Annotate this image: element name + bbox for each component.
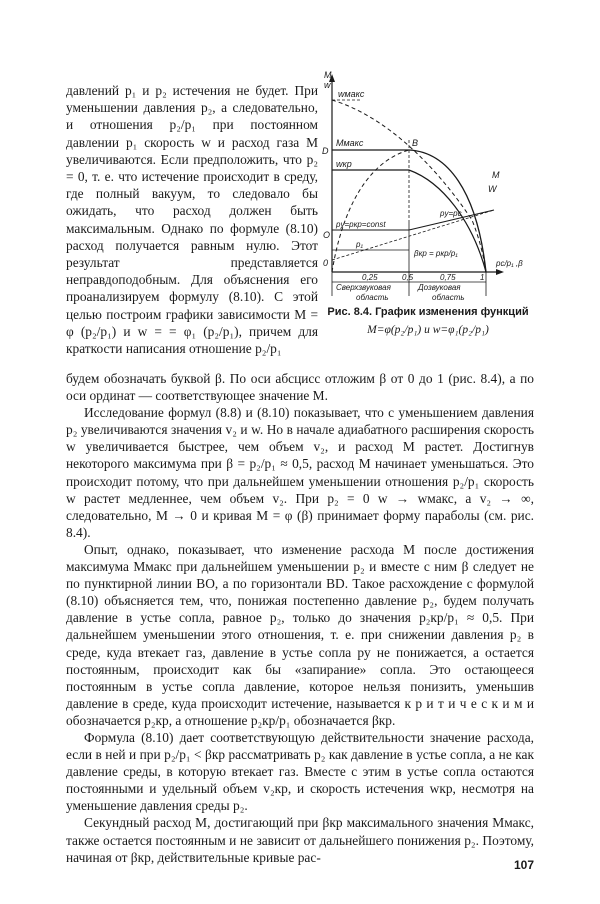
paragraph: будем обозначать буквой β. По оси абсцисс отложим β от 0 до 1 (рис. 8.4), а по оси ординат — соответствующее значение M.: [66, 371, 534, 404]
caption-title: Рис. 8.4. График изменения функций: [327, 306, 529, 318]
label-curve-w: W: [488, 184, 497, 194]
label-region-sub-2: область: [432, 293, 465, 302]
caption-formula: M=φ(p₂/p₁) и w=φ₁(p₂/p₁): [367, 324, 489, 336]
paragraph: Исследование формул (8.8) и (8.10) показывает, что с уменьшением давления p₂ увеличиваются значения v₂ и w. Но в начале адиабатного расширения скорость w увеличивается быстрее, чем объем v₂, и расход M растет. Достигнув некоторого максимума при β = p₂/p₁ ≈ 0,5, расход M начинает уменьшаться. Это происходит потому, что при дальнейшем уменьшении отношения p₂/p₁ скорость w растет медленнее, чем объем v₂. При p₂ = 0 w → wмакс, а v₂ → ∞, следовательно, M → 0 и кривая M = φ (β) принимает форму параболы (см. рис. 8.4).: [66, 405, 534, 540]
figure-8-4: [322, 70, 534, 370]
label-mmax: Mмакс: [336, 138, 364, 148]
label-curve-m: M: [492, 170, 500, 180]
body-text: [66, 370, 534, 866]
label-b: B: [412, 138, 419, 148]
x-axis-arrow: [496, 269, 504, 275]
tick-025: 0,25: [362, 273, 378, 282]
label-wkr: wкр: [336, 159, 352, 169]
label-wmax: wмакс: [338, 89, 365, 99]
p1-line: [332, 210, 494, 260]
figure-caption: [322, 304, 534, 338]
label-region-super: Сверхзвуковая: [336, 283, 391, 292]
label-d: D: [322, 146, 329, 156]
label-py-pc: pу=pс: [440, 209, 462, 218]
tick-05: 0,5: [402, 273, 414, 282]
label-region-sub: Дозвуковая: [418, 283, 461, 292]
label-x-axis: pc/p₁ ,β: [496, 259, 523, 268]
left-column-text: [66, 82, 318, 357]
paragraph: давлений p₁ и p₂ истечения не будет. При уменьшении давления p₂, а следовательно, и отношения p₂/p₁ при постоянном давлении p₁ скорость w и расход газа M увеличиваются. Если предположить, что p₂ = 0, т. е. что истечение происходит в среду, где полный вакуум, то следовало бы ожидать, что расход должен быть максимальным. Однако по формуле (8.10) расход получается равным нулю. Этот результат представляется неправдоподобным. Для объяснения его проанализируем формулу (8.10). С этой целью построим графики зависимости M = φ (p₂/p₁) и w = = φ₁ (p₂/p₁), причем для краткости написания отношение p₂/p₁: [66, 83, 318, 357]
page-number: 107: [513, 858, 534, 872]
paragraph: Опыт, однако, показывает, что изменение расхода M после достижения максимума Mмакс при дальнейшем уменьшении p₂ и вместе с ним β следует не по пунктирной линии BO, а по горизонтали BD. Такое расхождение с формулой (8.10) объясняется тем, что, понижая постепенно давление p₂, будем получать давление в устье сопла, равное p₂, только до значения p₂кр/p₁ ≈ 0,5. При дальнейшем уменьшении этого отношения, т. е. при снижении давления p₂ в среде, куда втекает газ, давление в устье сопла pу не понижается, а остается постоянным, происходит как бы «запирание» сопла. Это остающееся постоянным в устье сопла давление, которое нельзя понизить, уменьшив давление в среде, куда происходит истечение, называется к р и т и ч е с к и м и обозначается p₂кр, а отношение p₂кр/p₁ обозначается βкр.: [66, 541, 534, 728]
label-origin: 0: [323, 258, 329, 268]
label-py-const: pу=pкр=const: [336, 220, 386, 229]
label-y-w: w: [324, 80, 331, 90]
paragraph: Формула (8.10) дает соответствующую действительности значение расхода, если в ней и при p₂/p₁ < βкр рассматривать p₂ как давление в устье сопла, а не как давление среды, в которую втекает газ. Вместе с этим в устье сопла остаются постоянными и удельный объем v₂кр, и скорость истечения wкр, несмотря на уменьшение давления среды p₂.: [66, 729, 534, 814]
function-graph: [322, 70, 534, 302]
tick-075: 0,75: [440, 273, 456, 282]
label-p1: p₁: [356, 240, 363, 249]
label-region-super-2: область: [356, 293, 389, 302]
label-beta-kr: βкр = pкр/p₁: [414, 249, 458, 258]
label-y-m: M: [324, 70, 332, 80]
paragraph: Секундный расход M, достигающий при βкр максимального значения Mмакс, также остается постоянным и не зависит от дальнейшего понижения p₂. Поэтому, начиная от βкр, действительные кривые рас-: [66, 815, 534, 865]
label-o: O: [323, 230, 331, 240]
tick-1: 1: [480, 273, 485, 282]
